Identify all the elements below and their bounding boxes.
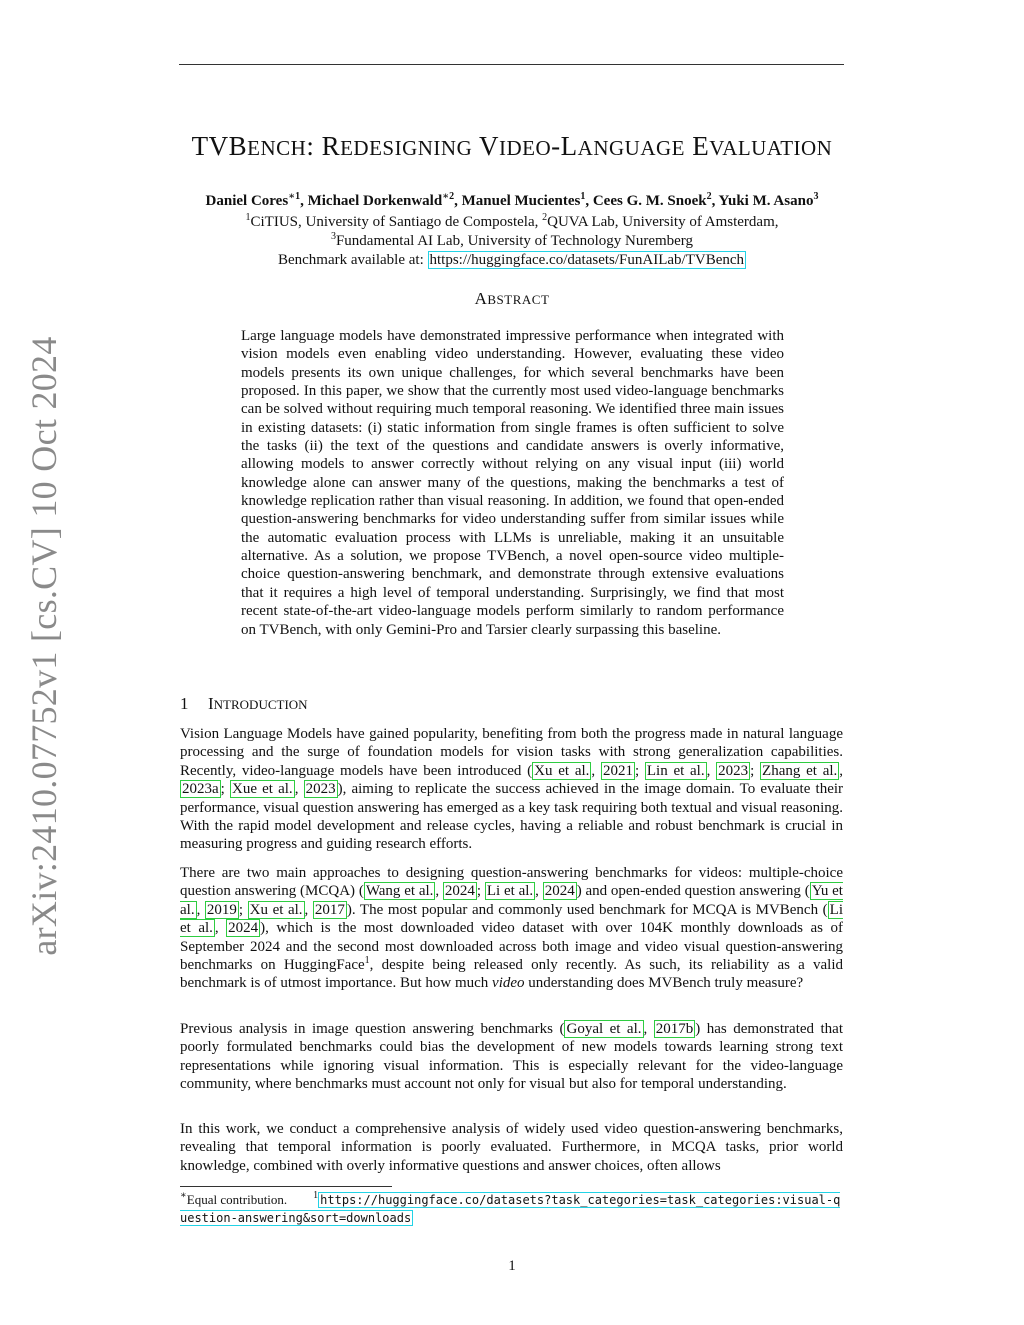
- citation-link[interactable]: Yu et al.: [180, 883, 843, 918]
- abstract-heading: ABSTRACT: [474, 289, 550, 308]
- intro-paragraph: In this work, we conduct a comprehensive analysis of widely used video question-answering benchmarks, revealing that temporal information is poorly evaluated. Furthermore, in MCQA tasks, prior world knowledge, combined with overly informative questions and answer choices, often allows: [180, 1121, 843, 1174]
- citation-link[interactable]: Lin et al.: [646, 762, 705, 779]
- citation-link[interactable]: Li et al.: [486, 883, 534, 900]
- citation-link[interactable]: Goyal et al.: [566, 1021, 642, 1037]
- citation-link[interactable]: 2024: [544, 883, 575, 900]
- benchmark-availability: Benchmark available at: https://huggingface.co/datasets/FunAILab/TVBench: [277, 252, 745, 268]
- page-number: 1: [508, 1258, 516, 1274]
- author: Manuel Mucientes: [461, 193, 581, 209]
- citation-link[interactable]: Wang et al.: [365, 883, 434, 900]
- citation-link[interactable]: 2023: [718, 762, 749, 779]
- citation-link[interactable]: 2019: [206, 901, 237, 918]
- affiliation-line: $^1$CiTIUS, University of Santiago de Compostela, $^2$QUVA Lab, University of Amsterdam,: [245, 212, 779, 230]
- footnote: ∗Equal contribution. $^1$ https://huggingface.co/datasets?task_categories=task_categories:visual-question-answering&sort=downloads: [180, 1190, 841, 1225]
- citation-link[interactable]: 2024: [228, 920, 259, 937]
- author: Michael Dorkenwald: [307, 193, 443, 209]
- header-rule: [179, 64, 844, 65]
- citation-link[interactable]: 2023: [305, 781, 336, 798]
- citation-link[interactable]: 2024: [444, 883, 475, 900]
- benchmark-link[interactable]: https://huggingface.co/datasets/FunAILab/TVBench: [429, 252, 745, 268]
- citation-link[interactable]: 2017b: [655, 1021, 694, 1037]
- footnote-rule: [180, 1186, 392, 1187]
- citation-link[interactable]: Xue et al.: [232, 781, 293, 798]
- citation-link[interactable]: 2021: [602, 762, 633, 779]
- intro-paragraph: Previous analysis in image question answering benchmarks ( Goyal et al. , 2017b ) has demonstrated that poorly formulated benchmarks could bias the development of new models towards learning strong text representations while ignoring visual information. This is especially relevant for the video-language community, where benchmarks must account not only for visual but also for temporal understanding.: [180, 1021, 843, 1093]
- section-heading-introduction: 1 INTRODUCTION: [180, 694, 308, 713]
- abstract-body: Large language models have demonstrated impressive performance when integrated with vision models even enabling video understanding. However, evaluating these video models presents its own unique challenges, for which several benchmarks have been proposed. In this paper, we show that the currently most used video-language benchmarks can be solved without requiring much temporal reasoning. We identified three main issues in existing datasets: (i) static information from single frames is often sufficient to solve the tasks (ii) the text of the questions and candidate answers is overly informative, allowing models to answer correctly without relying on any visual input (iii) world knowledge alone can answer many of the questions, making the benchmarks a test of knowledge replication rather than visual reasoning. In addition, we found that open-ended question-answering benchmarks for video understanding suffer from similar issues while the automatic evaluation process with LLMs is unreliable, making it an unsuitable alternative. As a solution, we propose TVBench, a novel open-source video multiple-choice question-answering benchmark, and demonstrate through extensive evaluations that it requires a high level of temporal understanding. Surprisingly, we find that most recent state-of-the-art video-language models perform similarly to random performance on TVBench, with only Gemini-Pro and Tarsier clearly surpassing this baseline.: [241, 328, 784, 638]
- author: Yuki M. Asano: [718, 193, 814, 209]
- paper-title: TVBENCH: REDESIGNING VIDEO-LANGUAGE EVALUATION: [191, 131, 833, 161]
- citation-link[interactable]: Xu et al.: [534, 762, 590, 779]
- author: Cees G. M. Snoek: [592, 193, 707, 209]
- arxiv-sidebar-stamp: arXiv:2410.07752v1 [cs.CV] 10 Oct 2024: [24, 336, 64, 956]
- footnote-marker[interactable]: 1: [364, 955, 370, 967]
- intro-paragraph: Vision Language Models have gained popularity, benefiting from both the progress made in natural language processing and the surge of foundation models for vision tasks with strong generalization capabilities. Recently, video-language models have been introduced ( Xu et al. , 2021 ; Lin et al. , 2023 ; Zhang et al. , 2023a ; Xue et al. , 2023 ), aiming to replicate the success achieved in the image domain. To evaluate their performance, visual question answering has emerged as a key task requiring both textual and visual reasoning. With the rapid model development and release cycles, having a reliable and robust benchmark is crucial in measuring progress and guiding research efforts.: [180, 726, 844, 853]
- citation-link[interactable]: Zhang et al.: [762, 762, 838, 779]
- citation-link[interactable]: 2023a: [182, 781, 219, 798]
- author-list: Daniel Cores$^{∗1}$, Michael Dorkenwald$^{∗2}$, Manuel Mucientes$^1$, Cees G. M. Snoek$^2$, Yuki M. Asano$^3$: [205, 191, 819, 209]
- intro-paragraph: There are two main approaches to designing question-answering benchmarks for videos: multiple-choice question answering (MCQA) ( Wang et al. , 2024 ; Li et al. , 2024 ) and open-ended question answering ( Yu et al. , 2019 ; Xu et al. , 2017 ). The most popular and commonly used benchmark for MCQA is MVBench ( Li et al. , 2024 ), which is the most downloaded video dataset with over 104K monthly downloads as of September 2024 and the second most downloaded across both image and video visual question-answering benchmarks on HuggingFace$^1$, despite being released only recently. As such, its reliability as a valid benchmark is of utmost importance. But how much video understanding does MVBench truly measure?: [180, 865, 844, 992]
- citation-link[interactable]: Xu et al.: [249, 901, 303, 918]
- affiliation-line: $^3$Fundamental AI Lab, University of Technology Nuremberg: [330, 231, 694, 249]
- author: Daniel Cores: [205, 193, 289, 209]
- footnote-link[interactable]: https://huggingface.co/datasets?task_categories=task_categories:visual-question-answering&sort=downloads: [180, 1193, 841, 1225]
- citation-link[interactable]: 2017: [314, 901, 345, 918]
- citation-link[interactable]: Li et al.: [180, 901, 844, 937]
